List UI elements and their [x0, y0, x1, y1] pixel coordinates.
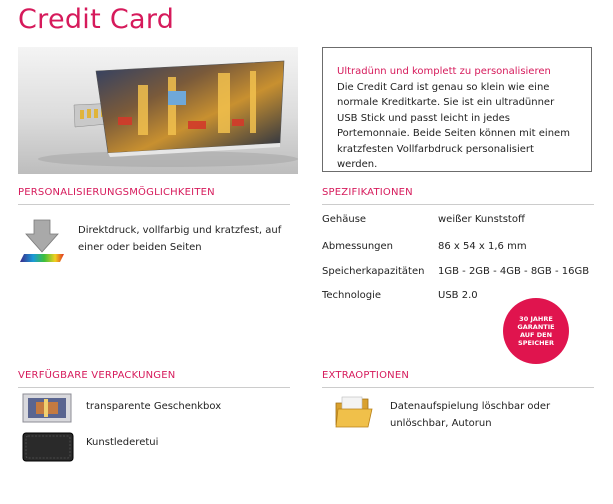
packaging-heading: VERFÜGBARE VERPACKUNGEN: [18, 370, 176, 381]
description-box: [322, 47, 592, 172]
spec-label-technology: Technologie: [322, 290, 382, 301]
description-headline: Ultradünn und komplett zu personalisieren: [337, 66, 551, 77]
warranty-badge: [503, 298, 569, 364]
extras-divider: [322, 387, 594, 388]
spec-value-technology: USB 2.0: [438, 290, 478, 301]
specs-divider: [322, 204, 594, 205]
packaging-item-leathercase: Kunstlederetui: [86, 437, 159, 448]
specs-heading: SPEZIFIKATIONEN: [322, 187, 413, 198]
spec-label-housing: Gehäuse: [322, 214, 367, 225]
extras-text: Datenaufspielung löschbar oder unlöschbar, Autorun: [390, 401, 551, 429]
product-image: [18, 47, 298, 174]
extras-heading: EXTRAOPTIONEN: [322, 370, 410, 381]
personalization-text: Direktdruck, vollfarbig und kratzfest, auf einer oder beiden Seiten: [78, 225, 282, 253]
warranty-badge-text: 30 JAHRE GARANTIE AUF DEN SPEICHER: [517, 315, 555, 347]
print-arrow-icon: [20, 218, 70, 267]
page-title: Credit Card: [18, 4, 175, 35]
leather-case-icon: [22, 432, 74, 466]
personalization-divider: [18, 204, 290, 205]
gift-box-icon: [22, 393, 72, 427]
packaging-divider: [18, 387, 290, 388]
folder-icon: [334, 395, 374, 435]
personalization-heading: PERSONALISIERUNGSMÖGLICHKEITEN: [18, 187, 215, 198]
spec-value-capacity: 1GB - 2GB - 4GB - 8GB - 16GB: [438, 266, 590, 277]
packaging-item-giftbox: transparente Geschenkbox: [86, 401, 222, 412]
spec-value-dimensions: 86 x 54 x 1,6 mm: [438, 241, 527, 252]
description-body: Die Credit Card ist genau so klein wie eine normale Kreditkarte. Sie ist ein ultradünner USB Stick und passt leicht in jedes Portemonnaie. Beide Seiten können mit einem kratzfesten Vollfarbdruck personalisiert werden.: [337, 81, 570, 170]
spec-value-housing: weißer Kunststoff: [438, 214, 525, 225]
spec-label-dimensions: Abmessungen: [322, 241, 394, 252]
spec-label-capacity: Speicherkapazitäten: [322, 266, 425, 277]
